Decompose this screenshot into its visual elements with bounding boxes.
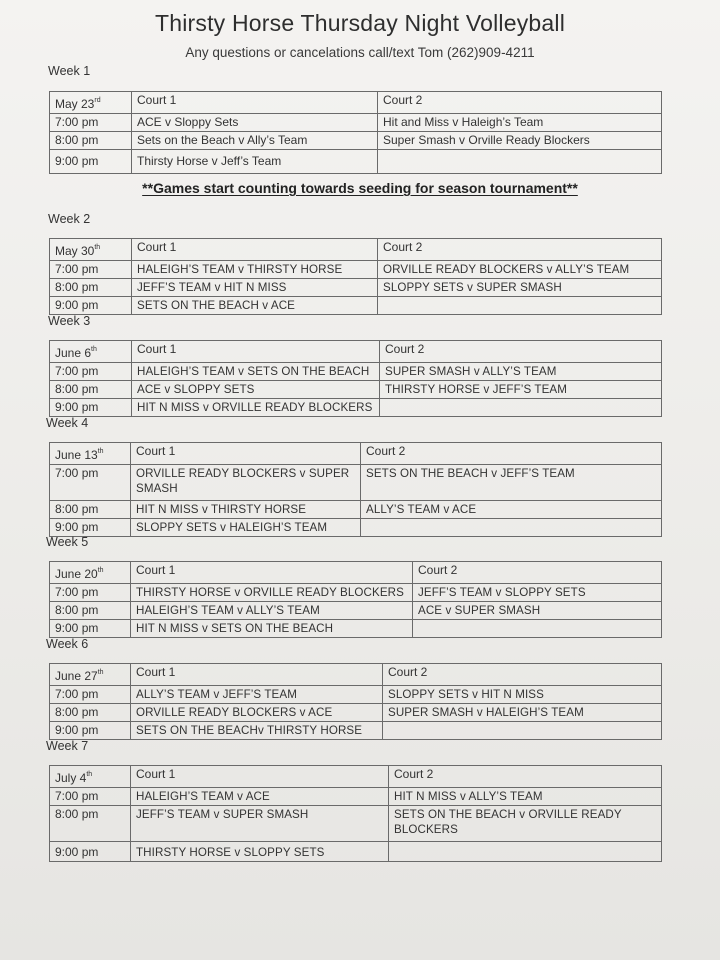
court-2-game: [383, 722, 662, 740]
week-label: Week 7: [46, 739, 89, 753]
court-1-game: JEFF’S TEAM v SUPER SMASH: [131, 806, 389, 842]
time-cell: 9:00 pm: [50, 399, 132, 417]
table-row: [50, 114, 662, 132]
table-header-row: [50, 341, 662, 363]
court-2-header: Court 2: [413, 562, 662, 584]
court-1-game: ALLY’S TEAM v JEFF’S TEAM: [131, 686, 383, 704]
seeding-notice: **Games start counting towards seeding for season tournament**: [142, 180, 578, 196]
court-1-game: ACE v SLOPPY SETS: [132, 381, 380, 399]
table-row: [50, 399, 662, 417]
table-row: [50, 686, 662, 704]
court-2-game: SLOPPY SETS v HIT N MISS: [383, 686, 662, 704]
contact-line: Any questions or cancelations call/text Tom (262)909-4211: [185, 45, 535, 60]
time-cell: 8:00 pm: [50, 704, 131, 722]
court-2-game: SETS ON THE BEACH v JEFF’S TEAM: [361, 465, 662, 501]
court-1-game: HALEIGH’S TEAM v SETS ON THE BEACH: [132, 363, 380, 381]
court-1-game: SETS ON THE BEACHv THIRSTY HORSE: [131, 722, 383, 740]
court-1-header: Court 1: [131, 664, 383, 686]
court-2-header: Court 2: [361, 443, 662, 465]
court-2-game: SUPER SMASH v ALLY’S TEAM: [380, 363, 662, 381]
court-1-game: HALEIGH’S TEAM v ACE: [131, 788, 389, 806]
court-2-game: ACE v SUPER SMASH: [413, 602, 662, 620]
week-label: Week 1: [48, 64, 91, 78]
time-cell: 7:00 pm: [50, 788, 131, 806]
court-1-game: ORVILLE READY BLOCKERS v ACE: [131, 704, 383, 722]
court-1-game: HIT N MISS v ORVILLE READY BLOCKERS: [132, 399, 380, 417]
date-cell: May 23rd: [50, 92, 132, 114]
table-header-row: [50, 664, 662, 686]
table-header-row: [50, 92, 662, 114]
week-label: Week 2: [48, 212, 91, 226]
court-1-game: ORVILLE READY BLOCKERS v SUPER SMASH: [131, 465, 361, 501]
time-cell: 9:00 pm: [50, 620, 131, 638]
table-row: [50, 842, 662, 862]
week-label: Week 3: [48, 314, 91, 328]
court-1-header: Court 1: [132, 92, 378, 114]
court-2-game: SETS ON THE BEACH v ORVILLE READY BLOCKERS: [389, 806, 662, 842]
table-row: [50, 806, 662, 842]
court-1-header: Court 1: [131, 562, 413, 584]
court-1-game: SLOPPY SETS v HALEIGH’S TEAM: [131, 519, 361, 537]
time-cell: 7:00 pm: [50, 686, 131, 704]
court-2-game: SUPER SMASH v HALEIGH’S TEAM: [383, 704, 662, 722]
court-2-game: HIT N MISS v ALLY’S TEAM: [389, 788, 662, 806]
time-cell: 7:00 pm: [50, 584, 131, 602]
court-1-game: HIT N MISS v SETS ON THE BEACH: [131, 620, 413, 638]
date-cell: July 4th: [50, 766, 131, 788]
time-cell: 7:00 pm: [50, 261, 132, 279]
week-label: Week 6: [46, 637, 89, 651]
court-1-header: Court 1: [131, 766, 389, 788]
court-1-header: Court 1: [131, 443, 361, 465]
page-title: Thirsty Horse Thursday Night Volleyball: [154, 10, 566, 36]
week-1-table: [49, 91, 662, 174]
court-2-game: [378, 297, 662, 315]
table-row: [50, 465, 662, 501]
court-2-game: THIRSTY HORSE v JEFF’S TEAM: [380, 381, 662, 399]
table-row: [50, 261, 662, 279]
week-6-table: [49, 663, 662, 740]
court-2-game: [389, 842, 662, 862]
table-header-row: [50, 443, 662, 465]
time-cell: 9:00 pm: [50, 722, 131, 740]
table-row: [50, 297, 662, 315]
court-2-header: Court 2: [389, 766, 662, 788]
table-row: [50, 150, 662, 174]
date-cell: June 13th: [50, 443, 131, 465]
court-2-game: SLOPPY SETS v SUPER SMASH: [378, 279, 662, 297]
table-row: [50, 584, 662, 602]
court-2-game: [380, 399, 662, 417]
court-1-game: ACE v Sloppy Sets: [132, 114, 378, 132]
court-1-game: SETS ON THE BEACH v ACE: [132, 297, 378, 315]
court-2-game: [378, 150, 662, 174]
table-header-row: [50, 766, 662, 788]
court-2-header: Court 2: [380, 341, 662, 363]
time-cell: 8:00 pm: [50, 806, 131, 842]
court-2-header: Court 2: [378, 239, 662, 261]
week-2-table: [49, 238, 662, 315]
time-cell: 8:00 pm: [50, 132, 132, 150]
court-1-game: THIRSTY HORSE v ORVILLE READY BLOCKERS: [131, 584, 413, 602]
court-1-game: JEFF’S TEAM v HIT N MISS: [132, 279, 378, 297]
court-1-game: Thirsty Horse v Jeff’s Team: [132, 150, 378, 174]
week-label: Week 4: [46, 416, 89, 430]
court-1-game: HALEIGH’S TEAM v THIRSTY HORSE: [132, 261, 378, 279]
week-7-table: [49, 765, 662, 862]
court-1-game: THIRSTY HORSE v SLOPPY SETS: [131, 842, 389, 862]
court-2-header: Court 2: [378, 92, 662, 114]
court-2-game: [413, 620, 662, 638]
time-cell: 9:00 pm: [50, 297, 132, 315]
time-cell: 8:00 pm: [50, 602, 131, 620]
court-2-game: Super Smash v Orville Ready Blockers: [378, 132, 662, 150]
table-row: [50, 381, 662, 399]
court-1-header: Court 1: [132, 341, 380, 363]
table-row: [50, 363, 662, 381]
time-cell: 8:00 pm: [50, 381, 132, 399]
date-cell: June 20th: [50, 562, 131, 584]
time-cell: 9:00 pm: [50, 150, 132, 174]
court-2-game: JEFF’S TEAM v SLOPPY SETS: [413, 584, 662, 602]
court-1-game: HIT N MISS v THIRSTY HORSE: [131, 501, 361, 519]
court-2-game: ORVILLE READY BLOCKERS v ALLY’S TEAM: [378, 261, 662, 279]
table-row: [50, 704, 662, 722]
court-2-game: [361, 519, 662, 537]
table-row: [50, 279, 662, 297]
table-header-row: [50, 562, 662, 584]
week-5-table: [49, 561, 662, 638]
time-cell: 9:00 pm: [50, 842, 131, 862]
time-cell: 7:00 pm: [50, 363, 132, 381]
court-1-header: Court 1: [132, 239, 378, 261]
table-row: [50, 620, 662, 638]
time-cell: 8:00 pm: [50, 279, 132, 297]
table-header-row: [50, 239, 662, 261]
court-1-game: Sets on the Beach v Ally’s Team: [132, 132, 378, 150]
table-row: [50, 722, 662, 740]
date-cell: May 30th: [50, 239, 132, 261]
court-2-header: Court 2: [383, 664, 662, 686]
time-cell: 7:00 pm: [50, 114, 132, 132]
court-2-game: Hit and Miss v Haleigh’s Team: [378, 114, 662, 132]
table-row: [50, 788, 662, 806]
court-1-game: HALEIGH’S TEAM v ALLY’S TEAM: [131, 602, 413, 620]
week-label: Week 5: [46, 535, 89, 549]
week-4-table: [49, 442, 662, 537]
week-3-table: [49, 340, 662, 417]
time-cell: 9:00 pm: [50, 519, 131, 537]
time-cell: 8:00 pm: [50, 501, 131, 519]
table-row: [50, 501, 662, 519]
table-row: [50, 519, 662, 537]
table-row: [50, 602, 662, 620]
court-2-game: ALLY’S TEAM v ACE: [361, 501, 662, 519]
date-cell: June 27th: [50, 664, 131, 686]
date-cell: June 6th: [50, 341, 132, 363]
time-cell: 7:00 pm: [50, 465, 131, 501]
table-row: [50, 132, 662, 150]
